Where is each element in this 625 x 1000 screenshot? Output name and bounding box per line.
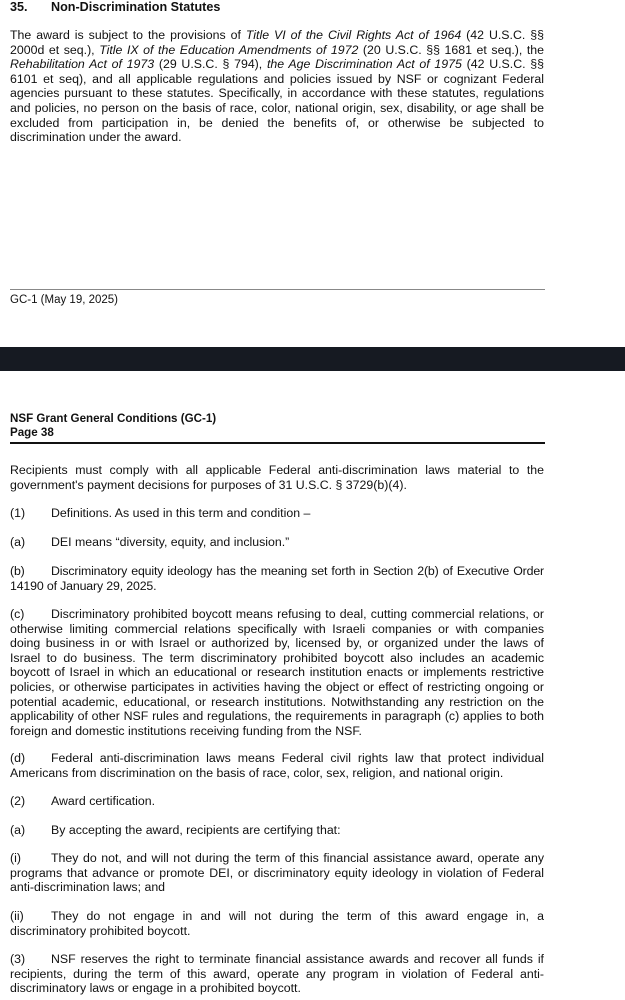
item-label: (ii): [10, 909, 24, 923]
statute-title: Title VI of the Civil Rights Act of 1964: [245, 28, 462, 42]
non-discrimination-paragraph: [10, 28, 544, 145]
list-item: [10, 564, 544, 593]
section-title: Non-Discrimination Statutes: [51, 0, 221, 14]
text-segment: (20 U.S.C. §§ 1681 et seq.), the: [358, 42, 545, 57]
item-text: They do not engage in and will not during the term of this award engage in, a discriminatory prohibited boycott.: [10, 909, 544, 938]
page-2: [10, 412, 544, 440]
text-segment: (29 U.S.C. § 794),: [154, 57, 267, 72]
item-text: They do not, and will not during the term of this financial assistance award, operate any programs that advance or promote DEI, or discriminatory equity ideology in violation of Federal anti-discrimination laws; and: [10, 851, 544, 895]
list-item: [10, 952, 544, 996]
section-number: 35.: [10, 0, 28, 14]
text-segment: The award is subject to the provisions of: [10, 28, 246, 42]
item-label: (a): [10, 823, 26, 837]
item-label: (3): [10, 952, 26, 966]
item-text: By accepting the award, recipients are certifying that:: [51, 823, 341, 837]
footer-divider: [10, 289, 545, 290]
item-text: Definitions. As used in this term and condition –: [51, 506, 311, 520]
item-text: Award certification.: [51, 794, 156, 808]
page-header-title: NSF Grant General Conditions (GC-1): [10, 412, 217, 425]
item-label: (a): [10, 535, 26, 549]
page-footer: GC-1 (May 19, 2025): [10, 294, 119, 306]
intro-paragraph: Recipients must comply with all applicable Federal anti-discrimination laws material to the government's payment decisions for purposes of 31 U.S.C. § 3729(b)(4).: [10, 463, 544, 492]
item-label: (c): [10, 607, 25, 621]
statute-title: Title IX of the Education Amendments of 1972: [99, 42, 359, 57]
item-label: (1): [10, 506, 26, 520]
list-item: [10, 851, 544, 895]
item-label: (i): [10, 851, 21, 865]
header-divider: [10, 442, 545, 444]
list-item: [10, 823, 544, 838]
item-text: Discriminatory equity ideology has the meaning set forth in Section 2(b) of Executive Order 14190 of January 29, 2025.: [10, 564, 544, 593]
section-heading: [10, 0, 220, 14]
list-item: [10, 607, 544, 738]
text-segment: (42 U.S.C. §§ 2000d et seq.),: [10, 28, 544, 57]
item-text: NSF reserves the right to terminate financial assistance awards and recover all funds if recipients, during the term of this award, operate any program in violation of Federal anti-discriminatory laws or engage in a prohibited boycott.: [10, 952, 544, 996]
item-label: (b): [10, 564, 25, 578]
item-label: (d): [10, 751, 26, 765]
list-item: [10, 909, 544, 938]
item-text: Discriminatory prohibited boycott means refusing to deal, cutting commercial relations, or otherwise limiting commercial relations specifically with Israeli companies or with companies doing business in or with Israel or authorized by, licensed by, or organized under the laws of Israel to do business. The term discriminatory prohibited boycott also includes an academic boycott of Israel in which an educational or research institution enacts or implements restrictive policies, or otherwise participates in activities having the object or effect of restricting ongoing or potential academic, educational, or research institutions. Notwithstanding any restriction on the applicability of other NSF rules and regulations, the requirements in paragraph (c) applies to both foreign and domestic institutions receiving funding from the NSF.: [10, 607, 544, 738]
list-item: [10, 751, 544, 780]
statute-title: the Age Discrimination Act of 1975: [266, 57, 462, 72]
list-item: [10, 506, 544, 521]
page-2-body: [10, 463, 544, 492]
statute-title: Rehabilitation Act of 1973: [10, 57, 155, 72]
item-text: Federal anti-discrimination laws means Federal civil rights law that protect individual Americans from discrimination on the basis of race, color, sex, religion, and national origin.: [10, 751, 544, 780]
page-separator: [0, 347, 625, 371]
item-text: DEI means “diversity, equity, and inclusion.”: [51, 535, 290, 549]
page-header-number: Page 38: [10, 426, 54, 439]
text-segment: (42 U.S.C. §§ 6101 et seq), and all applicable regulations and policies issued by NSF or cognizant Federal agencies pursuant to these statutes. Specifically, in accordance with these statutes, regulations and policies, no person on the basis of race, color, national origin, sex, disability, or age shall be excluded from participation in, be denied the benefits of, or otherwise be subjected to discrimination under the award.: [10, 57, 545, 145]
item-label: (2): [10, 794, 26, 808]
list-item: [10, 794, 544, 809]
list-item: [10, 535, 544, 550]
